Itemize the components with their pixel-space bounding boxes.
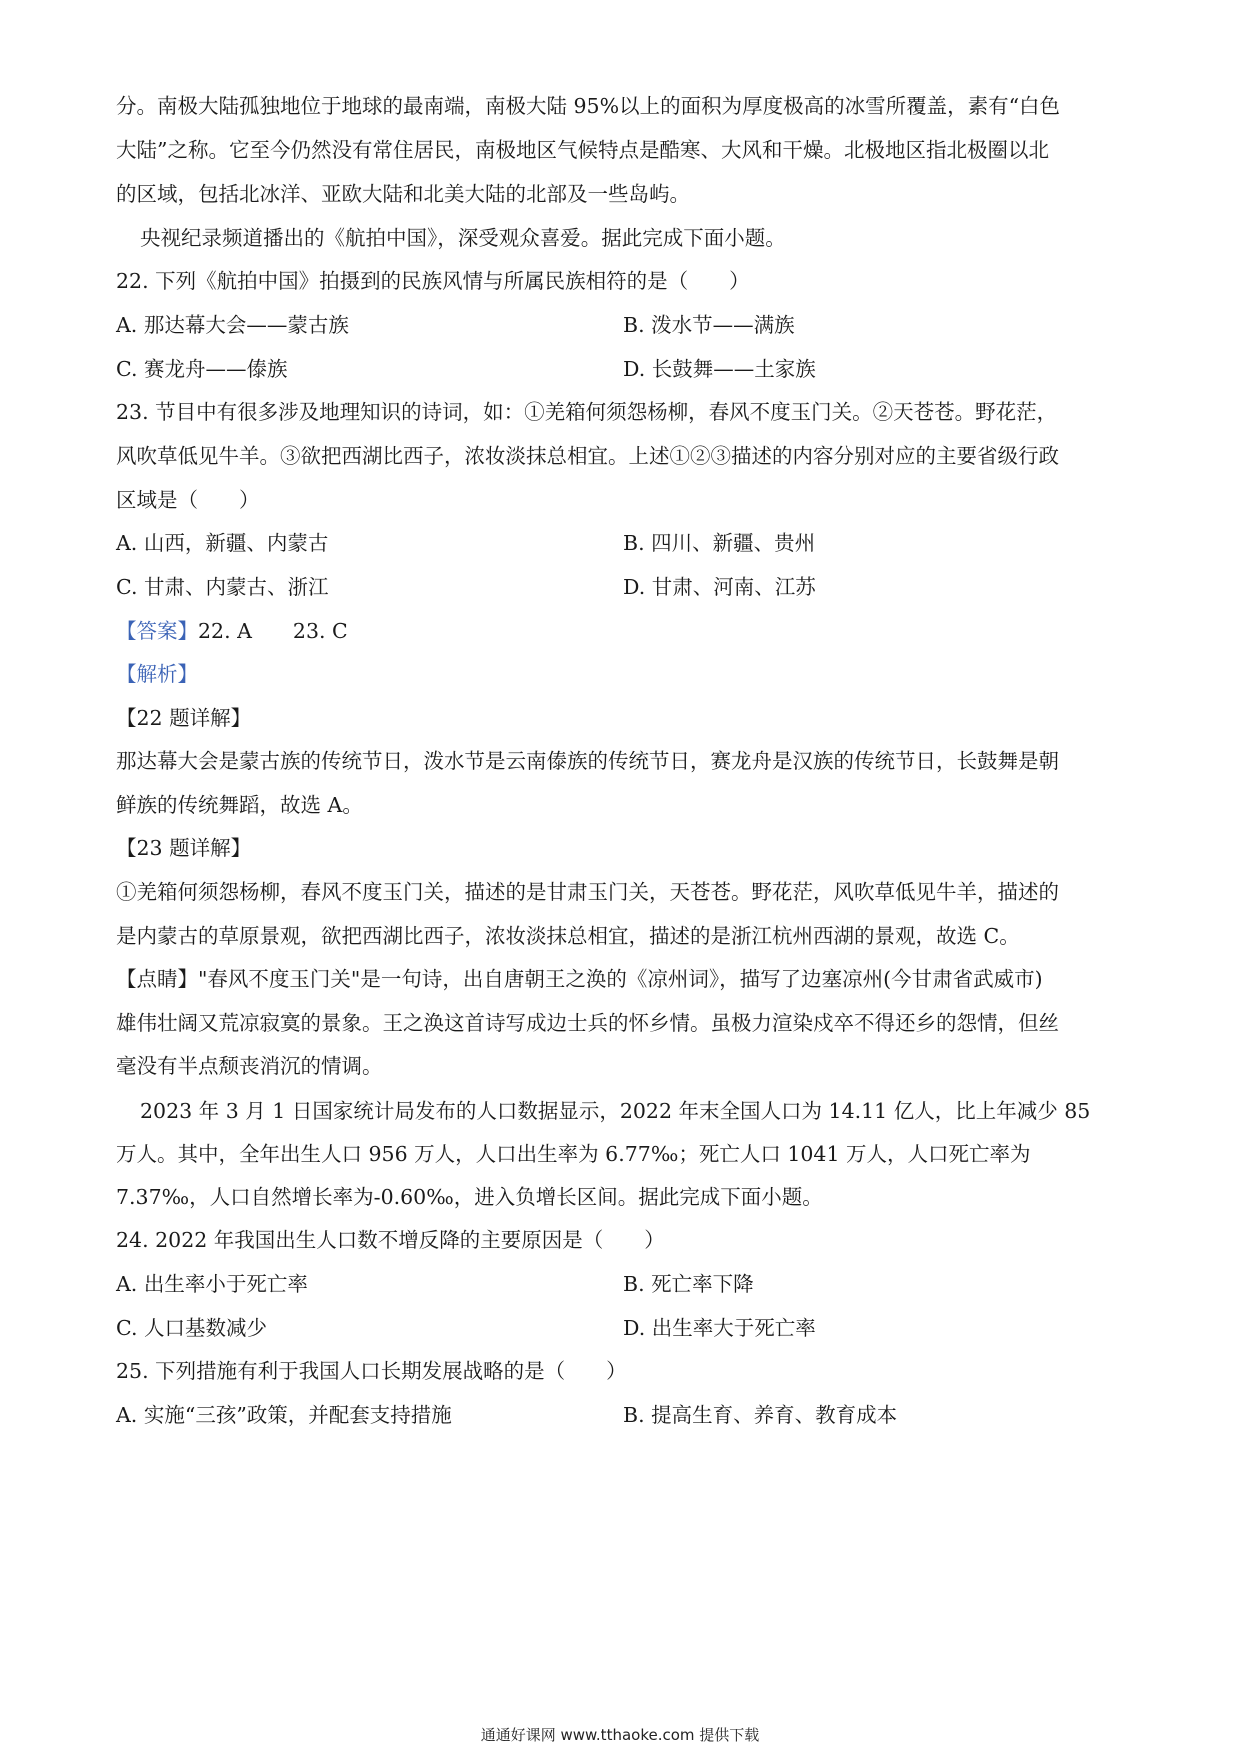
detail-22-title: 【22 题详解】	[116, 706, 252, 730]
question-23-line-1: 23. 节目中有很多涉及地理知识的诗词，如：①羌箱何须怨杨柳，春风不度玉门关。②天苍苍。野花茫，	[116, 400, 1058, 424]
question-22-option-a: A. 那达幕大会——蒙古族	[116, 313, 349, 337]
tip-line-3: 毫没有半点颓丧消沉的情调。	[116, 1054, 383, 1078]
question-22-option-b: B. 泼水节——满族	[623, 313, 795, 337]
question-23-line-3: 区域是（ ）	[116, 488, 260, 512]
detail-22-line-1: 那达幕大会是蒙古族的传统节日，泼水节是云南傣族的传统节日，赛龙舟是汉族的传统节日，长鼓舞是朝	[116, 749, 1059, 773]
question-22-stem: 22. 下列《航拍中国》拍摄到的民族风情与所属民族相符的是（ ）	[116, 269, 750, 293]
intro-line-1: 分。南极大陆孤独地位于地球的最南端，南极大陆 95%以上的面积为厚度极高的冰雪所覆盖，素有“白色	[116, 94, 1061, 118]
detail-23-line-2: 是内蒙古的草原景观，欲把西湖比西子，浓妆淡抹总相宜，描述的是浙江杭州西湖的景观，故选 C。	[116, 924, 1020, 948]
detail-23-line-1: ①羌箱何须怨杨柳，春风不度玉门关，描述的是甘肃玉门关，天苍苍。野花茫，风吹草低见牛羊，描述的	[116, 880, 1059, 904]
question-23-option-a: A. 山西，新疆、内蒙古	[116, 531, 329, 555]
question-24-stem: 24. 2022 年我国出生人口数不增反降的主要原因是（ ）	[116, 1228, 665, 1252]
question-24-option-a: A. 出生率小于死亡率	[116, 1272, 308, 1296]
question-23-option-d: D. 甘肃、河南、江苏	[623, 575, 816, 599]
intro-line-2: 大陆”之称。它至今仍然没有常住居民，南极地区气候特点是酷寒、大风和干燥。北极地区指北极圈以北	[116, 138, 1049, 162]
answer-row	[116, 617, 348, 645]
detail-23-title: 【23 题详解】	[116, 836, 252, 860]
answer-text: 22. A 23. C	[198, 619, 348, 643]
page-footer: 通通好课网 www.tthaoke.com 提供下载	[480, 1726, 760, 1744]
material-2-line-1: 2023 年 3 月 1 日国家统计局发布的人口数据显示，2022 年末全国人口为 14.11 亿人，比上年减少 85	[140, 1099, 1091, 1123]
question-23-option-c: C. 甘肃、内蒙古、浙江	[116, 575, 329, 599]
analysis-label: 【解析】	[116, 662, 198, 686]
question-22-option-d: D. 长鼓舞——土家族	[623, 357, 816, 381]
question-24-option-d: D. 出生率大于死亡率	[623, 1316, 816, 1340]
question-22-option-c: C. 赛龙舟——傣族	[116, 357, 288, 381]
tip-label: 【点睛】	[116, 967, 198, 991]
question-23-line-2: 风吹草低见牛羊。③欲把西湖比西子，浓妆淡抹总相宜。上述①②③描述的内容分别对应的主要省级行政	[116, 444, 1059, 468]
material-1: 央视纪录频道播出的《航拍中国》，深受观众喜爱。据此完成下面小题。	[140, 226, 786, 250]
intro-line-3: 的区域，包括北冰洋、亚欧大陆和北美大陆的北部及一些岛屿。	[116, 182, 690, 206]
tip-line-1	[116, 965, 1043, 993]
tip-text-1: "春风不度玉门关"是一句诗，出自唐朝王之涣的《凉州词》，描写了边塞凉州(今甘肃省武威市)	[198, 967, 1043, 991]
tip-line-2: 雄伟壮阔又荒凉寂寞的景象。王之涣这首诗写成边士兵的怀乡情。虽极力渲染戍卒不得还乡的怨情，但丝	[116, 1011, 1059, 1035]
question-24-option-c: C. 人口基数减少	[116, 1316, 267, 1340]
detail-22-line-2: 鲜族的传统舞蹈，故选 A。	[116, 793, 363, 817]
question-23-option-b: B. 四川、新疆、贵州	[623, 531, 816, 555]
answer-label: 【答案】	[116, 619, 198, 643]
question-24-option-b: B. 死亡率下降	[623, 1272, 754, 1296]
material-2-line-2: 万人。其中，全年出生人口 956 万人，人口出生率为 6.77‰；死亡人口 1041 万人，人口死亡率为	[116, 1142, 1031, 1166]
material-2-line-3: 7.37‰，人口自然增长率为-0.60‰，进入负增长区间。据此完成下面小题。	[116, 1185, 823, 1209]
question-25-stem: 25. 下列措施有利于我国人口长期发展战略的是（ ）	[116, 1359, 627, 1383]
question-25-option-b: B. 提高生育、养育、教育成本	[623, 1403, 898, 1427]
question-25-option-a: A. 实施“三孩”政策，并配套支持措施	[116, 1403, 452, 1427]
